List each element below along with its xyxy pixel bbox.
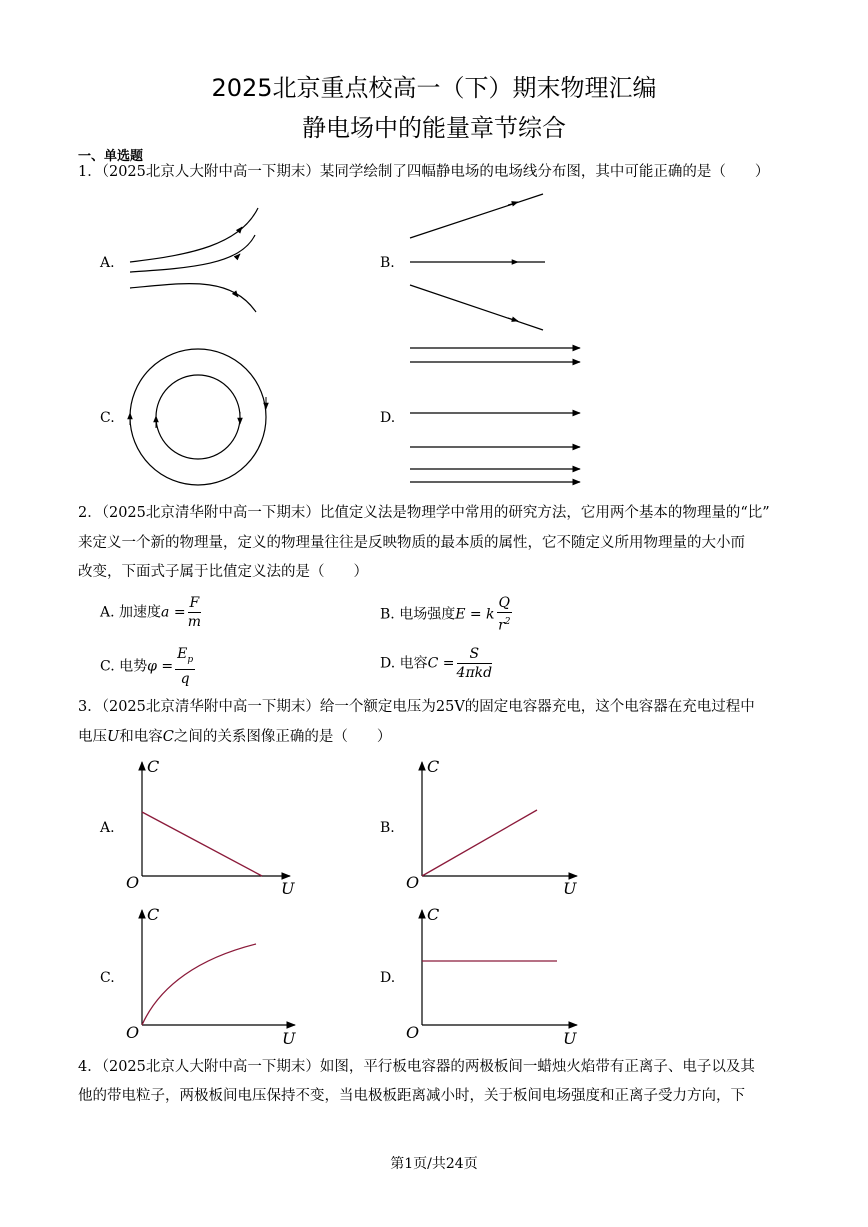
- q3-b-axis-y: C: [427, 757, 440, 776]
- q2-option-b-lhs: E = k: [455, 606, 495, 623]
- q3-option-b-label: B.: [380, 820, 395, 836]
- q1-option-a-label: A.: [100, 255, 115, 271]
- question-2-line-2: 来定义一个新的物理量，定义的物理量往往是反映物质的最本质的属性，它不随定义所用物理量的大小而: [78, 535, 745, 551]
- question-4-line-1: 4．（2025北京人大附中高一下期末）如图，平行板电容器的两极板间一蜡烛火焰带有正离子、电子以及其: [78, 1059, 755, 1075]
- q2-option-d-text: D. 电容: [380, 655, 428, 672]
- q2-option-a-numerator: F: [189, 595, 200, 611]
- q3-option-a-label: A.: [100, 820, 115, 836]
- q2-option-c-denominator: q: [180, 670, 190, 687]
- q2-option-a-lhs: a =: [161, 604, 186, 621]
- q3-d-axis-x: U: [563, 1029, 577, 1048]
- q2-option-c-text: C. 电势: [100, 658, 148, 675]
- q3-option-d-label: D.: [380, 970, 396, 986]
- q2-option-d-lhs: C =: [427, 655, 455, 672]
- q3-c-axis-x: U: [282, 1029, 296, 1048]
- q3-d-axis-y: C: [427, 905, 440, 924]
- q3-line2-b: 和电容: [119, 729, 163, 745]
- q3-c-origin: O: [126, 1023, 140, 1042]
- section-heading: 一、单选题: [78, 149, 144, 164]
- q2-option-c-numerator: E: [177, 646, 188, 662]
- q3-graph-d: [406, 905, 577, 1048]
- q3-d-origin: O: [406, 1023, 420, 1042]
- question-4-line-2: 他的带电粒子，两极板间电压保持不变，当电极板距离减小时，关于板间电场强度和正离子受力方向，下: [78, 1088, 745, 1104]
- q3-graph-b: [406, 757, 577, 898]
- q2-option-c-subscript: p: [187, 654, 194, 665]
- q3-line2-C: C: [162, 729, 174, 745]
- q2-option-d-denominator: 4πkd: [456, 665, 493, 681]
- q1-option-d-label: D.: [380, 410, 396, 426]
- q2-option-a-text: A. 加速度: [100, 604, 162, 621]
- question-2-line-1: 2．（2025北京清华附中高一下期末）比值定义法是物理学中常用的研究方法，它用两个基本的物理量的“比”: [78, 505, 770, 521]
- q3-line2-a: 电压: [78, 729, 107, 745]
- q2-option-c-lhs: φ =: [147, 658, 174, 675]
- q3-a-axis-y: C: [147, 757, 160, 776]
- page-footer: 第1页/共24页: [390, 1156, 478, 1172]
- q2-option-b-numerator: Q: [498, 595, 511, 611]
- q2-option-a-denominator: m: [187, 614, 202, 630]
- q3-c-axis-y: C: [147, 905, 160, 924]
- q3-line2-c: 之间的关系图像正确的是（ ）: [173, 729, 392, 745]
- question-1-stem: 1．（2025北京人大附中高一下期末）某同学绘制了四幅静电场的电场线分布图，其中可能正确的是（ ）: [78, 164, 770, 180]
- q3-graph-a: [126, 757, 295, 898]
- q2-option-d-numerator: S: [457, 645, 493, 664]
- q3-b-axis-x: U: [563, 879, 577, 898]
- q3-option-c-label: C.: [100, 970, 115, 986]
- q1-option-c-label: C.: [100, 410, 115, 426]
- page-title: 2025北京重点校高一（下）期末物理汇编: [211, 74, 657, 102]
- q3-a-axis-x: U: [281, 879, 295, 898]
- q2-option-b-denominator: r: [498, 617, 505, 634]
- q3-line2-U: U: [107, 729, 120, 745]
- question-2-line-3: 改变，下面式子属于比值定义法的是（ ）: [78, 564, 368, 580]
- q3-graph-c: [126, 905, 296, 1048]
- q1-option-b-label: B.: [380, 255, 395, 271]
- question-3-line-1: 3．（2025北京清华附中高一下期末）给一个额定电压为25V的固定电容器充电，这个电容器在充电过程中: [78, 699, 755, 715]
- q3-a-origin: O: [126, 873, 140, 892]
- page-subtitle: 静电场中的能量章节综合: [302, 114, 566, 142]
- q2-option-b-text: B. 电场强度: [380, 606, 456, 623]
- q2-option-b-exponent: 2: [504, 617, 511, 627]
- q3-b-origin: O: [406, 873, 420, 892]
